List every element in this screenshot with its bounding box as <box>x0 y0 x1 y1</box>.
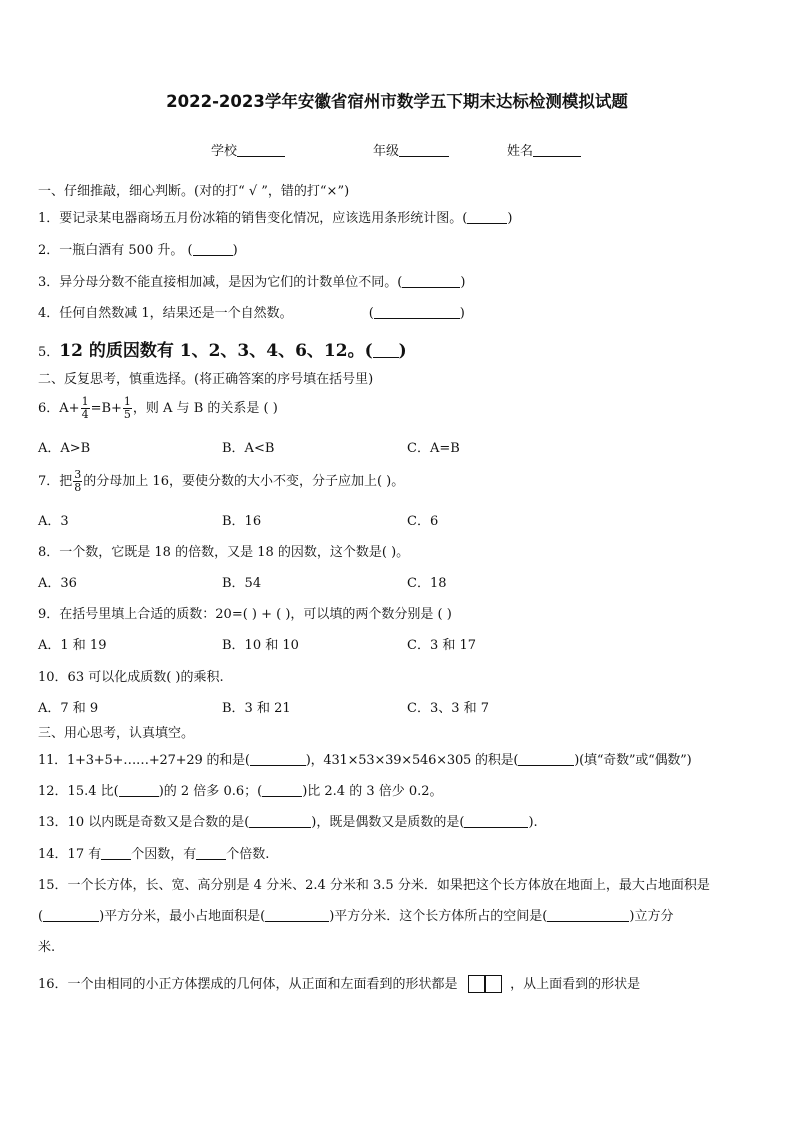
q9-option-c[interactable]: C．3 和 17 <box>407 638 477 653</box>
fraction-one-fifth: $\frac{1}{5}$ <box>123 395 131 421</box>
answer-blank-q12-a[interactable] <box>119 783 159 797</box>
question-7: 7．把 $\frac{3}{8}$ 的分母加上 16，要使分数的大小不变，分子应加上( )。 <box>38 468 405 494</box>
question-13: 13．10 以内既是奇数又是合数的是( )，既是偶数又是质数的是( ). <box>38 815 538 830</box>
answer-blank-q3[interactable] <box>402 274 460 288</box>
q10-option-b[interactable]: B．3 和 21 <box>222 701 291 716</box>
answer-blank-q15-c[interactable] <box>547 908 629 922</box>
answer-blank-q11-a[interactable] <box>250 752 306 766</box>
question-8: 8．一个数，它既是 18 的倍数，又是 18 的因数，这个数是( )。 <box>38 545 410 560</box>
answer-blank-q14-b[interactable] <box>196 846 226 860</box>
question-16: 16．一个由相同的小正方体摆成的几何体，从正面和左面看到的形状都是 ，从上面看到的形状是 <box>38 977 641 992</box>
question-5: 5．12 的质因数有 1、2、3、4、6、12。( ) <box>38 341 407 361</box>
q8-option-a[interactable]: A．36 <box>38 576 77 591</box>
question-14: 14．17 有 个因数，有 个倍数. <box>38 847 270 862</box>
answer-blank-q14-a[interactable] <box>101 846 131 860</box>
fraction-one-quarter: $\frac{1}{4}$ <box>81 395 89 421</box>
question-2: 2．一瓶白酒有 500 升。 ( ) <box>38 243 238 258</box>
answer-blank-q1[interactable] <box>467 210 507 224</box>
school-blank[interactable] <box>237 143 285 157</box>
section-1-heading: 一、仔细推敲，细心判断。(对的打“ √ ”，错的打“×”) <box>38 184 350 199</box>
question-6: 6．A+ $\frac{1}{4}$ =B+ $\frac{1}{5}$ ，则 A 与 B 的关系是 ( ) <box>38 395 278 421</box>
answer-blank-q2[interactable] <box>193 242 233 256</box>
answer-blank-q4[interactable] <box>374 305 460 319</box>
q7-option-a[interactable]: A．3 <box>38 514 69 529</box>
grade-blank[interactable] <box>399 143 449 157</box>
q9-option-a[interactable]: A．1 和 19 <box>38 638 107 653</box>
name-field: 姓名 <box>507 140 581 159</box>
answer-blank-q15-a[interactable] <box>43 908 99 922</box>
answer-blank-q13-a[interactable] <box>249 814 311 828</box>
question-10: 10．63 可以化成质数( )的乘积. <box>38 670 224 685</box>
q6-option-b[interactable]: B．A<B <box>222 441 275 456</box>
section-2-heading: 二、反复思考，慎重选择。(将正确答案的序号填在括号里) <box>38 372 374 387</box>
answer-blank-q15-b[interactable] <box>265 908 329 922</box>
page-title: 2022-2023学年安徽省宿州市数学五下期末达标检测模拟试题 <box>166 92 628 111</box>
q10-option-c[interactable]: C．3、3 和 7 <box>407 701 490 716</box>
question-3: 3．异分母分数不能直接相加减，是因为它们的计数单位不同。( ) <box>38 275 466 290</box>
question-11: 11．1+3+5+……+27+29 的和是( )，431×53×39×546×305 的积是( )(填“奇数”或“偶数”) <box>38 753 692 768</box>
school-field: 学校 <box>211 140 285 159</box>
section-3-heading: 三、用心思考，认真填空。 <box>38 726 195 741</box>
question-15-line-3: 米. <box>38 940 56 955</box>
question-9: 9．在括号里填上合适的质数：20=( ) + ( )，可以填的两个数分别是 ( ) <box>38 607 452 622</box>
answer-blank-q5[interactable] <box>373 342 399 358</box>
q6-option-a[interactable]: A．A>B <box>38 441 91 456</box>
answer-blank-q11-b[interactable] <box>518 752 574 766</box>
question-15: 15．一个长方体，长、宽、高分别是 4 分米、2.4 分米和 3.5 分米．如果把这个长方体放在地面上，最大占地面积是 <box>38 878 710 893</box>
q6-option-c[interactable]: C．A=B <box>407 441 460 456</box>
q7-option-c[interactable]: C．6 <box>407 514 439 529</box>
question-4: 4．任何自然数减 1，结果还是一个自然数。 ( ) <box>38 306 465 321</box>
question-15-line-2: ( )平方分米，最小占地面积是( )平方分米．这个长方体所占的空间是( )立方分 <box>38 909 674 924</box>
q8-option-b[interactable]: B．54 <box>222 576 262 591</box>
name-blank[interactable] <box>533 143 581 157</box>
question-1: 1．要记录某电器商场五月份冰箱的销售变化情况，应该选用条形统计图。( ) <box>38 211 513 226</box>
answer-blank-q12-b[interactable] <box>262 783 302 797</box>
fraction-three-eighths: $\frac{3}{8}$ <box>74 468 82 494</box>
q9-option-b[interactable]: B．10 和 10 <box>222 638 299 653</box>
q8-option-c[interactable]: C．18 <box>407 576 447 591</box>
question-12: 12．15.4 比( )的 2 倍多 0.6；( )比 2.4 的 3 倍少 0.2。 <box>38 784 443 799</box>
q7-option-b[interactable]: B．16 <box>222 514 262 529</box>
two-squares-figure <box>468 975 503 993</box>
grade-field: 年级 <box>373 140 449 159</box>
answer-blank-q13-b[interactable] <box>464 814 528 828</box>
q10-option-a[interactable]: A．7 和 9 <box>38 701 99 716</box>
